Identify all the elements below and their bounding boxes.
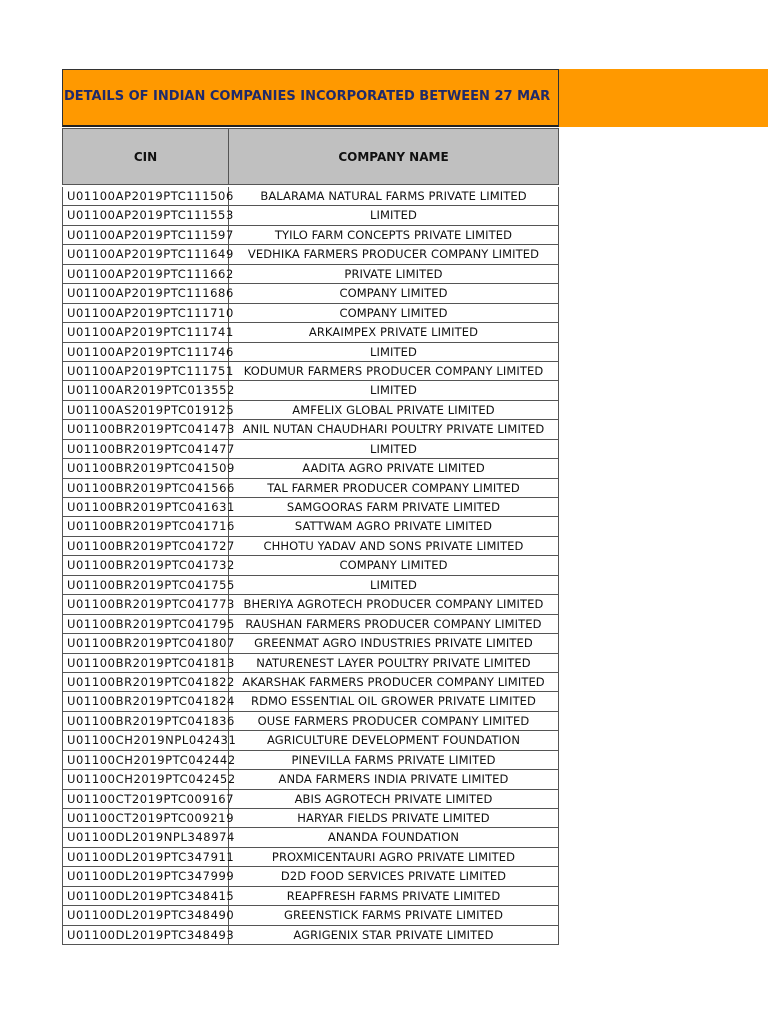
cin-cell[interactable]: U01100CT2019PTC009167 [63,790,229,808]
table-row[interactable] [62,673,559,692]
company-name-cell[interactable]: LIMITED [370,208,417,223]
company-name-cell[interactable]: AADITA AGRO PRIVATE LIMITED [302,461,485,476]
table-row[interactable] [62,906,559,925]
company-name-cell[interactable]: RAUSHAN FARMERS PRODUCER COMPANY LIMITED [245,616,542,631]
table-row[interactable] [62,576,559,595]
company-name-cell[interactable]: D2D FOOD SERVICES PRIVATE LIMITED [280,869,507,884]
cin-cell[interactable]: U01100CH2019NPL042431 [63,731,229,749]
cin-cell[interactable]: U01100BR2019PTC041716 [63,517,229,535]
table-row[interactable] [62,634,559,653]
cin-cell[interactable]: U01100DL2019PTC347999 [63,867,229,885]
company-name-cell[interactable]: PRIVATE LIMITED [344,266,443,281]
company-name-cell[interactable]: ARKAIMPEX PRIVATE LIMITED [308,325,479,340]
cin-cell[interactable]: U01100AP2019PTC111662 [63,265,229,283]
cin-cell[interactable]: U01100AR2019PTC013552 [63,381,229,399]
cin-cell[interactable]: U01100AP2019PTC111506 [63,187,229,205]
cin-cell[interactable]: U01100AP2019PTC111597 [63,226,229,244]
sheet-title: DETAILS OF INDIAN COMPANIES INCORPORATED BETWEEN 27 MAR [64,89,551,104]
table-row[interactable] [62,459,559,478]
cin-cell[interactable]: U01100BR2019PTC041824 [63,692,229,710]
company-name-cell[interactable]: BALARAMA NATURAL FARMS PRIVATE LIMITED [260,189,527,203]
table-row[interactable] [62,226,559,245]
table-row[interactable] [62,362,559,381]
company-name-cell[interactable]: AGRIGENIX STAR PRIVATE LIMITED [293,927,494,942]
company-name-cell[interactable]: HARYAR FIELDS PRIVATE LIMITED [297,811,490,825]
cin-cell[interactable]: U01100BR2019PTC041807 [63,634,229,652]
cin-cell[interactable]: U01100BR2019PTC041836 [63,712,229,730]
company-name-cell[interactable]: COMPANY LIMITED [339,558,448,573]
company-name-cell[interactable]: ANANDA FOUNDATION [327,830,460,845]
cin-cell[interactable]: U01100BR2019PTC041755 [63,576,229,594]
cin-cell[interactable]: U01100BR2019PTC041795 [63,615,229,633]
company-name-cell[interactable]: LIMITED [370,577,417,592]
cin-cell[interactable]: U01100AS2019PTC019125 [63,401,229,419]
company-name-cell[interactable]: COMPANY LIMITED [339,286,448,301]
table-row[interactable] [62,712,559,731]
table-row[interactable] [62,284,559,303]
company-name-cell[interactable]: OUSE FARMERS PRODUCER COMPANY LIMITED [257,713,530,728]
cin-cell[interactable]: U01100CH2019PTC042442 [63,751,229,769]
cin-cell[interactable]: U01100AP2019PTC111741 [63,323,229,341]
company-name-cell[interactable]: NATURENEST LAYER POULTRY PRIVATE LIMITED [256,655,531,670]
cin-cell[interactable]: U01100DL2019NPL348974 [63,828,229,846]
company-name-cell[interactable]: PINEVILLA FARMS PRIVATE LIMITED [291,752,496,767]
company-name-cell[interactable]: AGRICULTURE DEVELOPMENT FOUNDATION [266,733,521,748]
company-name-cell[interactable]: RDMO ESSENTIAL OIL GROWER PRIVATE LIMITED [250,694,537,709]
table-row[interactable] [62,517,559,536]
cin-cell[interactable]: U01100AP2019PTC111553 [63,206,229,224]
table-row[interactable] [62,692,559,711]
cin-cell[interactable]: U01100BR2019PTC041727 [63,537,229,555]
company-name-cell[interactable]: TAL FARMER PRODUCER COMPANY LIMITED [267,480,520,495]
cin-cell[interactable]: U01100BR2019PTC041566 [63,479,229,497]
table-row[interactable] [62,537,559,556]
cin-cell[interactable]: U01100BR2019PTC041631 [63,498,229,516]
cin-cell[interactable]: U01100BR2019PTC041509 [63,459,229,477]
table-row[interactable] [62,245,559,264]
table-row[interactable] [62,887,559,906]
company-name-cell[interactable]: KODUMUR FARMERS PRODUCER COMPANY LIMITED [243,363,544,378]
company-name-cell[interactable]: LIMITED [370,441,417,456]
cin-cell[interactable]: U01100BR2019PTC041813 [63,654,229,672]
table-row[interactable] [62,206,559,225]
company-name-cell[interactable]: ANDA FARMERS INDIA PRIVATE LIMITED [278,772,509,787]
company-name-cell[interactable]: AKARSHAK FARMERS PRODUCER COMPANY LIMITED [242,674,545,689]
cin-cell[interactable]: U01100AP2019PTC111746 [63,343,229,361]
company-name-column-header[interactable]: COMPANY NAME [338,149,449,164]
table-row[interactable] [62,265,559,284]
table-row[interactable] [62,770,559,789]
table-row[interactable] [62,828,559,847]
table-row[interactable] [62,304,559,323]
table-row[interactable] [62,731,559,750]
company-name-cell[interactable]: SATTWAM AGRO PRIVATE LIMITED [294,519,493,534]
company-name-cell[interactable]: REAPFRESH FARMS PRIVATE LIMITED [286,888,501,903]
company-name-cell[interactable]: TYILO FARM CONCEPTS PRIVATE LIMITED [274,227,513,242]
cin-cell[interactable]: U01100AP2019PTC111686 [63,284,229,302]
cin-cell[interactable]: U01100DL2019PTC348415 [63,887,229,905]
table-header [62,128,559,185]
table-row[interactable] [62,751,559,770]
cin-cell[interactable]: U01100DL2019PTC348493 [63,926,229,944]
cin-cell[interactable]: U01100AP2019PTC111710 [63,304,229,322]
table-row[interactable] [62,809,559,828]
table-row[interactable] [62,420,559,439]
cin-cell[interactable]: U01100DL2019PTC347911 [63,848,229,866]
company-name-cell[interactable]: PROXMICENTAURI AGRO PRIVATE LIMITED [271,849,516,864]
cin-cell[interactable]: U01100DL2019PTC348490 [63,906,229,924]
table-row[interactable] [62,343,559,362]
table-row[interactable] [62,926,559,945]
cin-cell[interactable]: U01100AP2019PTC111751 [63,362,229,380]
company-name-cell[interactable]: CHHOTU YADAV AND SONS PRIVATE LIMITED [263,538,524,553]
cin-column-header[interactable]: CIN [63,129,229,184]
cin-cell[interactable]: U01100BR2019PTC041732 [63,556,229,574]
company-name-cell[interactable]: GREENSTICK FARMS PRIVATE LIMITED [283,908,504,923]
cin-cell[interactable]: U01100BR2019PTC041773 [63,595,229,613]
table-row[interactable] [62,790,559,809]
company-name-cell[interactable]: ABIS AGROTECH PRIVATE LIMITED [294,791,493,806]
cin-cell[interactable]: U01100BR2019PTC041473 [63,420,229,438]
company-name-cell[interactable]: SAMGOORAS FARM PRIVATE LIMITED [286,500,501,514]
cin-cell[interactable]: U01100BR2019PTC041822 [63,673,229,691]
cin-cell[interactable]: U01100AP2019PTC111649 [63,245,229,263]
company-name-cell[interactable]: ANIL NUTAN CHAUDHARI POULTRY PRIVATE LIMITED [242,422,545,437]
table-row[interactable] [62,381,559,400]
table-body [62,187,559,945]
company-name-cell[interactable]: LIMITED [370,383,417,398]
company-name-cell[interactable]: COMPANY LIMITED [339,305,448,320]
company-name-cell[interactable]: AMFELIX GLOBAL PRIVATE LIMITED [292,402,495,417]
table-row[interactable] [62,556,559,575]
cin-cell[interactable]: U01100CH2019PTC042452 [63,770,229,788]
table-row[interactable] [62,848,559,867]
table-row[interactable] [62,479,559,498]
company-name-cell[interactable]: VEDHIKA FARMERS PRODUCER COMPANY LIMITED [247,247,540,262]
table-row[interactable] [62,401,559,420]
table-row[interactable] [62,498,559,517]
table-row[interactable] [62,654,559,673]
table-row[interactable] [62,595,559,614]
company-name-cell[interactable]: BHERIYA AGROTECH PRODUCER COMPANY LIMITED [243,597,544,612]
cin-cell[interactable]: U01100BR2019PTC041477 [63,440,229,458]
table-row[interactable] [62,187,559,206]
table-row[interactable] [62,615,559,634]
table-row[interactable] [62,323,559,342]
table-row[interactable] [62,867,559,886]
company-name-cell[interactable]: LIMITED [370,344,417,359]
table-row[interactable] [62,440,559,459]
company-name-cell[interactable]: GREENMAT AGRO INDUSTRIES PRIVATE LIMITED [254,636,533,651]
cin-cell[interactable]: U01100CT2019PTC009219 [63,809,229,827]
